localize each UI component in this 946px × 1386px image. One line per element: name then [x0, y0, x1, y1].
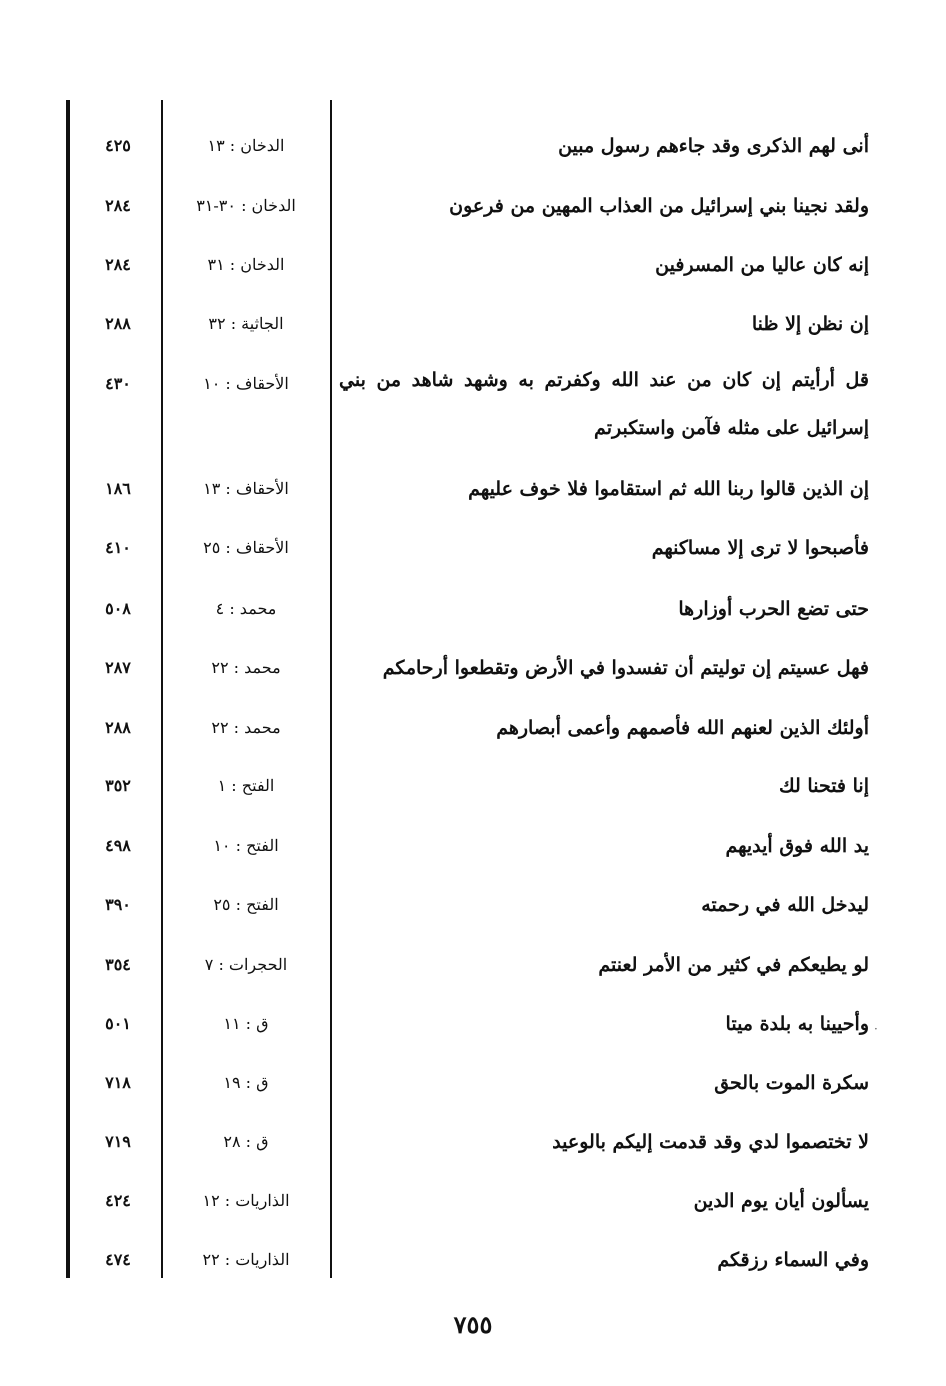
- verse-text: يسألون أيان يوم الدين: [693, 1190, 869, 1212]
- verse-text: لو يطيعكم في كثير من الأمر لعنتم: [598, 954, 869, 976]
- reference-column-divider: [330, 100, 332, 1278]
- surah-reference: الدخان : ٣١: [207, 255, 285, 274]
- page-number: ٧٥٥: [453, 1310, 493, 1339]
- verse-text: أنى لهم الذكرى وقد جاءهم رسول مبين: [558, 135, 869, 157]
- verse-text: ليدخل الله في رحمته: [701, 894, 869, 916]
- page-reference: ١٨٦: [105, 479, 131, 498]
- surah-reference: الذاريات : ٢٢: [202, 1250, 290, 1269]
- page-reference: ٤٩٨: [105, 836, 131, 855]
- verse-text: فأصبحوا لا ترى إلا مساكنهم: [651, 537, 869, 559]
- surah-reference: ق : ١١: [223, 1014, 269, 1033]
- page-reference: ٥٠١: [105, 1014, 131, 1033]
- verse-text: حتى تضع الحرب أوزارها: [678, 598, 869, 620]
- margin-dot-mark: ·: [874, 1022, 878, 1036]
- verse-text: فهل عسيتم إن توليتم أن تفسدوا في الأرض وتقطعوا أرحامكم: [382, 657, 869, 679]
- surah-reference: ق : ١٩: [223, 1073, 269, 1092]
- page-reference: ٤٣٠: [105, 374, 131, 393]
- verse-text: قل أرأيتم إن كان من عند الله وكفرتم به وشهد شاهد من بني إسرائيل على مثله فآمن واستكبرتم: [339, 369, 869, 439]
- page-reference: ٤١٠: [105, 538, 131, 557]
- verse-text: إن نظن إلا ظنا: [751, 313, 869, 335]
- verse-text: إنه كان عاليا من المسرفين: [655, 254, 869, 276]
- page-reference: ٢٨٤: [105, 196, 131, 215]
- surah-reference: ق : ٢٨: [223, 1132, 269, 1151]
- page-reference: ٧١٩: [105, 1132, 131, 1151]
- verse-text: سكرة الموت بالحق: [714, 1072, 869, 1094]
- page-reference: ٥٠٨: [105, 599, 131, 618]
- page-column-divider: [161, 100, 163, 1278]
- verse-text: لا تختصموا لدي وقد قدمت إليكم بالوعيد: [552, 1131, 869, 1153]
- verse-text: إن الذين قالوا ربنا الله ثم استقاموا فلا خوف عليهم: [468, 478, 869, 500]
- left-border-rule: [66, 100, 70, 1278]
- verse-text: يد الله فوق أيديهم: [725, 835, 869, 857]
- verse-text: وفي السماء رزقكم: [717, 1249, 869, 1271]
- page-reference: ٢٨٨: [105, 314, 131, 333]
- surah-reference: الجاثية : ٣٢: [208, 314, 284, 333]
- verse-text: إنا فتحنا لك: [779, 775, 869, 797]
- surah-reference: الحجرات : ٧: [204, 955, 288, 974]
- surah-reference: الدخان : ٣٠-٣١: [196, 196, 296, 215]
- page-reference: ٢٨٤: [105, 255, 131, 274]
- surah-reference: الفتح : ١: [217, 776, 275, 795]
- surah-reference: الأحقاف : ١٣: [203, 479, 289, 498]
- page-reference: ٣٩٠: [105, 895, 131, 914]
- surah-reference: الفتح : ٢٥: [213, 895, 279, 914]
- page-reference: ٤٧٤: [105, 1250, 131, 1269]
- page-reference: ٤٢٤: [105, 1191, 131, 1210]
- page-reference: ٢٨٨: [105, 718, 131, 737]
- surah-reference: محمد : ٤: [215, 599, 277, 618]
- page-reference: ٣٥٤: [105, 955, 131, 974]
- verse-text: أولئك الذين لعنهم الله فأصمهم وأعمى أبصارهم: [496, 717, 869, 739]
- page-reference: ٤٢٥: [105, 136, 131, 155]
- surah-reference: الدخان : ١٣: [207, 136, 285, 155]
- page-reference: ٣٥٢: [105, 776, 131, 795]
- surah-reference: محمد : ٢٢: [211, 658, 281, 677]
- page-reference: ٧١٨: [105, 1073, 131, 1092]
- page-reference: ٢٨٧: [105, 658, 131, 677]
- surah-reference: الأحقاف : ٢٥: [203, 538, 289, 557]
- verse-text: ولقد نجينا بني إسرائيل من العذاب المهين من فرعون: [449, 195, 869, 217]
- surah-reference: الأحقاف : ١٠: [203, 374, 289, 393]
- surah-reference: الذاريات : ١٢: [202, 1191, 290, 1210]
- verse-text: وأحيينا به بلدة ميتا: [725, 1013, 869, 1035]
- surah-reference: الفتح : ١٠: [213, 836, 279, 855]
- surah-reference: محمد : ٢٢: [211, 718, 281, 737]
